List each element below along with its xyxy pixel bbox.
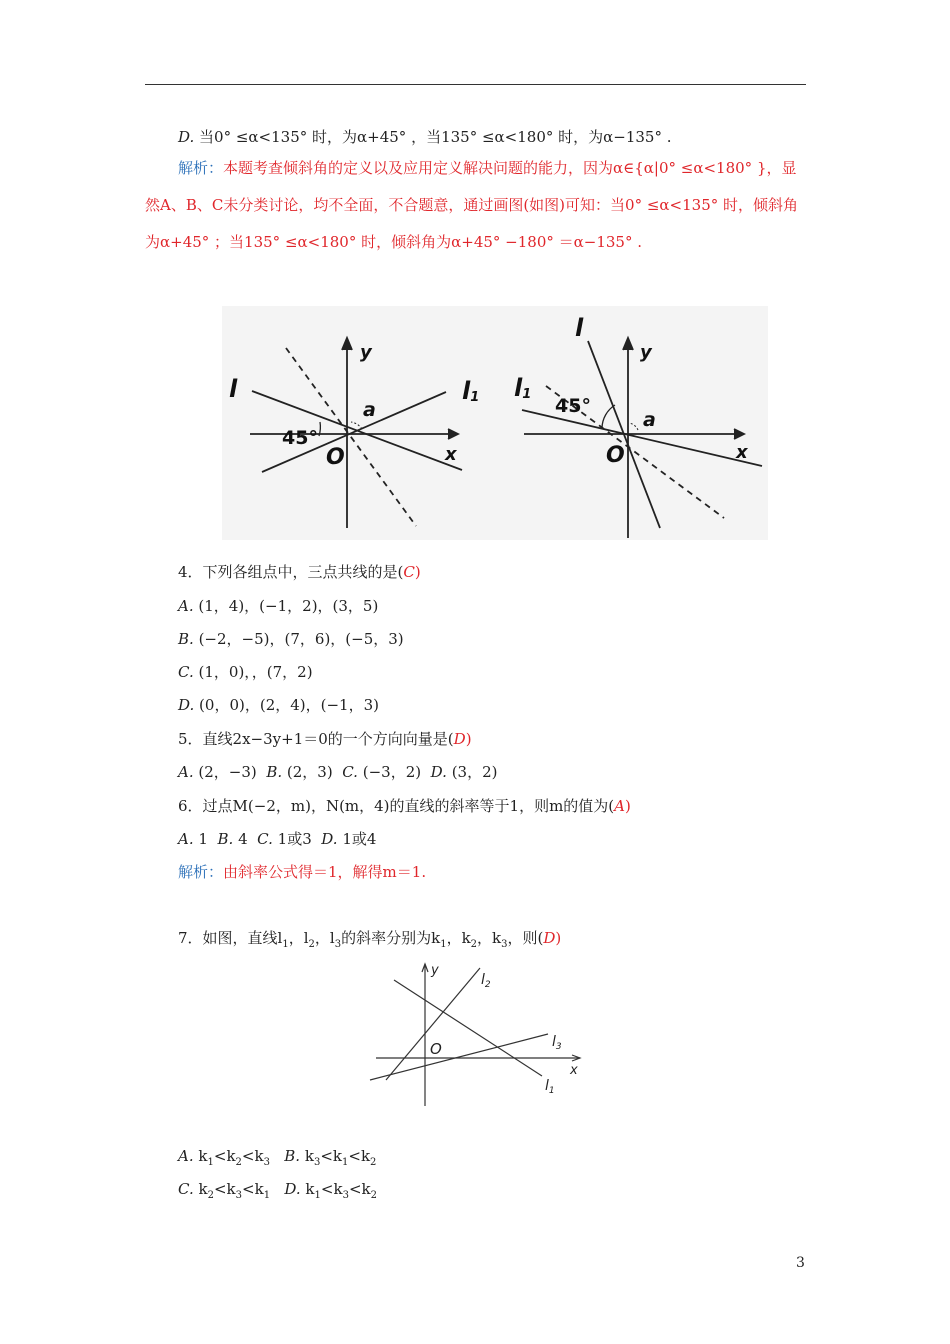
fig7-label-o: O	[430, 1040, 442, 1058]
left-label-x: x	[445, 444, 457, 465]
left-label-o: O	[326, 445, 345, 470]
q6-options: A. 1 B. 4 C. 1或3 D. 1或4	[178, 830, 377, 848]
left-label-l1: l1	[462, 377, 480, 405]
header-rule	[145, 84, 806, 85]
fig7-label-y: y	[431, 963, 439, 978]
left-label-y: y	[360, 342, 372, 363]
q7-answer: D	[543, 929, 556, 947]
left-label-45: 45°	[282, 427, 318, 449]
fig7-label-x: x	[570, 1063, 578, 1078]
q7-options-ab: A. $k_1<k_2<k_3$ B. $k_3<k_1<k_2$	[178, 1147, 377, 1168]
right-label-45: 45°	[555, 395, 591, 417]
q4-option-d: D. (0，0)，(2，4)，(−1，3)	[178, 696, 379, 714]
right-label-l1: l1	[514, 374, 532, 402]
q6-stem: 6．过点M(−2，m)，N(m，4)的直线的斜率等于1，则m的值为(A)	[178, 797, 631, 815]
q7-options-cd: C. $k_2<k_3<k_1$ D. $k_1<k_3<k_2$	[178, 1180, 377, 1201]
page-number: 3	[796, 1255, 805, 1271]
right-label-y: y	[640, 342, 652, 363]
q6-answer: A	[614, 797, 626, 815]
figure-inclination-angles	[222, 306, 768, 540]
right-label-x: x	[736, 442, 748, 463]
left-label-alpha: a	[363, 399, 376, 421]
right-label-alpha: a	[643, 409, 656, 431]
q5-stem: 5．直线2x−3y+1＝0的一个方向向量是(D)	[178, 730, 472, 748]
q4-answer: C	[403, 563, 415, 581]
right-label-l: l	[575, 314, 584, 342]
analysis-paragraph: 解析：本题考查倾斜角的定义以及应用定义解决问题的能力，因为α∈{α|0° ≤α<180° }，显然A、B、C未分类讨论，均不全面，不合题意，通过画图(如图)可知：当0° ≤α<135° 时，倾斜角为α+45° ；当135° ≤α<180° 时，倾斜角为α+45° −180° ＝α−135° .	[145, 159, 799, 251]
q5-options: A. (2，−3) B. (2，3) C. (−3，2) D. (3，2)	[178, 763, 498, 781]
fig7-label-l3: $l_3$	[552, 1034, 562, 1052]
left-label-l: l	[229, 375, 238, 403]
prev-option-d: D. 当0° ≤α<135° 时，为α+45° ，当135° ≤α<180° 时，为α−135° .	[178, 128, 672, 146]
q4-option-a: A. (1，4)，(−1，2)，(3，5)	[178, 597, 379, 615]
q4-stem: 4．下列各组点中，三点共线的是(C)	[178, 563, 421, 581]
q4-option-c: C. (1，0)，，(7，2)	[178, 663, 313, 681]
q4-option-b: B. (−2，−5)，(7，6)，(−5，3)	[178, 630, 404, 648]
fig7-label-l1: $l_1$	[545, 1078, 555, 1096]
fig7-label-l2: $l_2$	[481, 972, 491, 990]
q6-analysis: 解析：由斜率公式得＝1，解得m＝1.	[178, 863, 427, 881]
right-label-o: O	[606, 443, 625, 468]
q5-answer: D	[453, 730, 466, 748]
q7-stem: 7．如图，直线$l_1$，$l_2$，$l_3$的斜率分别为$k_1$，$k_2$，$k_3$，则(D)	[178, 929, 562, 950]
figure-three-lines	[362, 958, 592, 1108]
